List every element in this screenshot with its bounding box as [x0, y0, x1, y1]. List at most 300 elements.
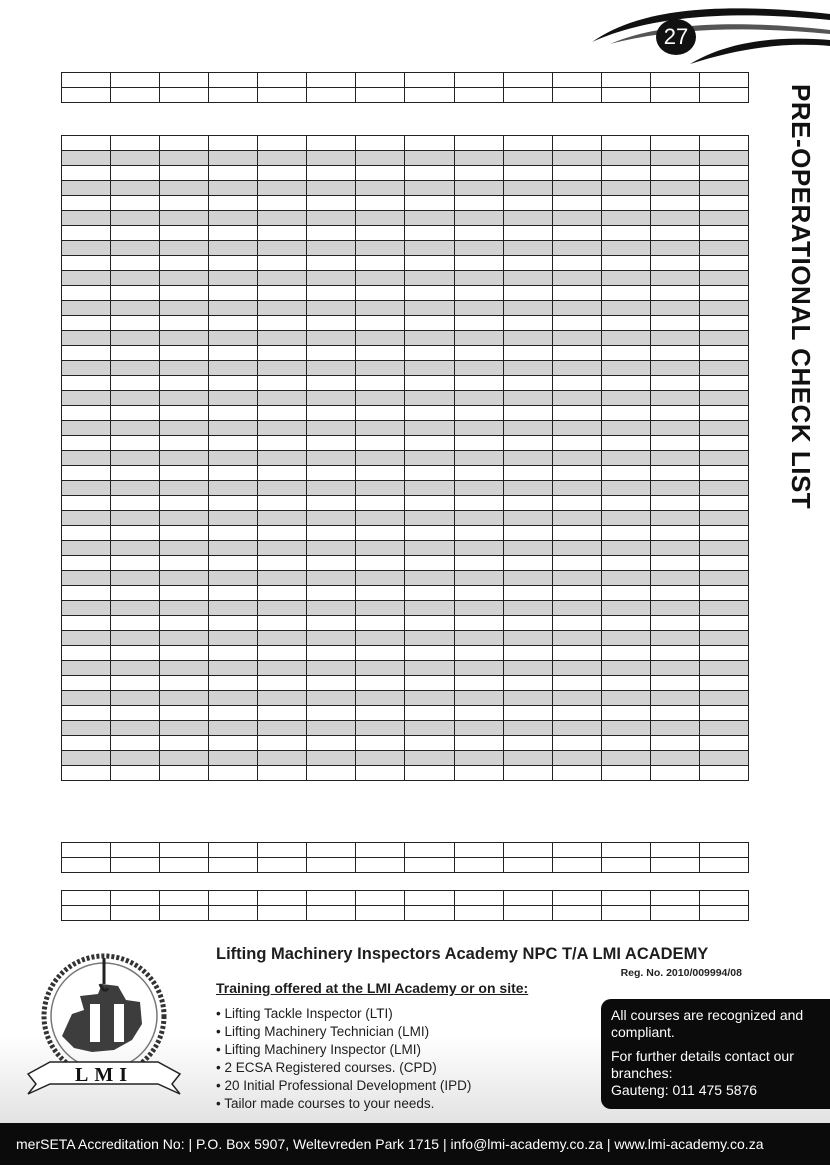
table-cell — [503, 706, 552, 721]
table-cell — [258, 151, 307, 166]
table-cell — [307, 406, 356, 421]
table-cell — [405, 891, 454, 906]
table-cell — [650, 556, 699, 571]
table-cell — [62, 511, 111, 526]
table-cell — [258, 286, 307, 301]
table-cell — [405, 166, 454, 181]
table-cell — [356, 181, 405, 196]
table-cell — [258, 391, 307, 406]
table-cell — [62, 571, 111, 586]
registration-number: Reg. No. 2010/009994/08 — [620, 967, 742, 979]
table-cell — [405, 331, 454, 346]
table-cell — [111, 421, 160, 436]
course-list — [216, 1005, 471, 1113]
table-cell — [650, 181, 699, 196]
table-cell — [503, 843, 552, 858]
table-cell — [307, 601, 356, 616]
table-cell — [160, 571, 209, 586]
table-cell — [209, 556, 258, 571]
table-cell — [160, 391, 209, 406]
table-cell — [405, 406, 454, 421]
table-row — [62, 73, 749, 88]
table-cell — [160, 88, 209, 103]
table-cell — [160, 858, 209, 873]
table-cell — [62, 226, 111, 241]
table-cell — [601, 858, 650, 873]
table-cell — [552, 496, 601, 511]
table-cell — [405, 676, 454, 691]
table-cell — [454, 586, 503, 601]
table-cell — [601, 376, 650, 391]
contact-info-box — [601, 999, 830, 1109]
table-cell — [307, 858, 356, 873]
table-cell — [111, 466, 160, 481]
table-cell — [650, 586, 699, 601]
table-cell — [503, 526, 552, 541]
table-cell — [209, 136, 258, 151]
table-cell — [650, 196, 699, 211]
table-cell — [62, 481, 111, 496]
table-cell — [62, 843, 111, 858]
table-cell — [650, 301, 699, 316]
table-cell — [111, 858, 160, 873]
info-line-phone: Gauteng: 011 475 5876 — [611, 1082, 758, 1098]
table-cell — [356, 571, 405, 586]
table-cell — [356, 361, 405, 376]
table-cell — [503, 376, 552, 391]
table-cell — [405, 241, 454, 256]
table-cell — [601, 451, 650, 466]
table-cell — [160, 211, 209, 226]
table-cell — [356, 706, 405, 721]
table-cell — [258, 451, 307, 466]
table-row — [62, 466, 749, 481]
table-cell — [307, 511, 356, 526]
table-row — [62, 586, 749, 601]
table-row — [62, 541, 749, 556]
table-cell — [601, 181, 650, 196]
table-cell — [552, 736, 601, 751]
table-cell — [307, 466, 356, 481]
table-cell — [209, 361, 258, 376]
table-cell — [503, 346, 552, 361]
table-cell — [307, 736, 356, 751]
table-cell — [503, 256, 552, 271]
table-cell — [454, 211, 503, 226]
table-cell — [699, 436, 748, 451]
table-cell — [209, 481, 258, 496]
table-cell — [258, 181, 307, 196]
table-cell — [258, 751, 307, 766]
table-row — [62, 301, 749, 316]
table-row — [62, 556, 749, 571]
table-cell — [601, 496, 650, 511]
table-cell — [699, 601, 748, 616]
table-cell — [111, 676, 160, 691]
table-cell — [405, 226, 454, 241]
table-cell — [258, 88, 307, 103]
table-row — [62, 331, 749, 346]
table-cell — [62, 286, 111, 301]
table-cell — [650, 721, 699, 736]
table-cell — [356, 301, 405, 316]
table-cell — [699, 691, 748, 706]
table-cell — [405, 151, 454, 166]
table-cell — [503, 406, 552, 421]
table-cell — [454, 181, 503, 196]
table-cell — [405, 73, 454, 88]
table-cell — [405, 541, 454, 556]
table-cell — [160, 181, 209, 196]
table-cell — [650, 256, 699, 271]
table-cell — [503, 481, 552, 496]
table-cell — [258, 676, 307, 691]
table-cell — [258, 361, 307, 376]
table-cell — [62, 301, 111, 316]
table-cell — [62, 676, 111, 691]
table-cell — [111, 406, 160, 421]
table-cell — [552, 316, 601, 331]
table-cell — [111, 891, 160, 906]
table-cell — [209, 601, 258, 616]
table-cell — [356, 421, 405, 436]
table-cell — [209, 843, 258, 858]
table-cell — [356, 541, 405, 556]
table-cell — [552, 211, 601, 226]
table-cell — [62, 406, 111, 421]
table-cell — [356, 316, 405, 331]
table-cell — [160, 136, 209, 151]
table-cell — [454, 481, 503, 496]
table-cell — [111, 286, 160, 301]
table-cell — [699, 541, 748, 556]
table-cell — [650, 376, 699, 391]
table-cell — [454, 646, 503, 661]
table-cell — [209, 586, 258, 601]
table-cell — [111, 691, 160, 706]
table-cell — [650, 436, 699, 451]
table-cell — [552, 766, 601, 781]
table-cell — [503, 601, 552, 616]
table-cell — [405, 271, 454, 286]
table-cell — [111, 616, 160, 631]
table-cell — [601, 88, 650, 103]
table-cell — [62, 586, 111, 601]
table-cell — [405, 211, 454, 226]
table-cell — [454, 271, 503, 286]
table-cell — [209, 73, 258, 88]
table-cell — [503, 451, 552, 466]
table-cell — [650, 858, 699, 873]
table-cell — [699, 286, 748, 301]
table-row — [62, 481, 749, 496]
table-cell — [62, 196, 111, 211]
organisation-title: Lifting Machinery Inspectors Academy NPC T/A LMI ACADEMY — [216, 945, 709, 963]
table-cell — [307, 586, 356, 601]
table-cell — [160, 361, 209, 376]
table-cell — [258, 421, 307, 436]
table-cell — [209, 631, 258, 646]
table-cell — [552, 616, 601, 631]
table-cell — [258, 436, 307, 451]
table-cell — [552, 391, 601, 406]
table-cell — [454, 526, 503, 541]
table-cell — [111, 736, 160, 751]
table-cell — [160, 511, 209, 526]
table-cell — [356, 601, 405, 616]
page-title: PRE-OPERATIONAL CHECK LIST — [786, 84, 816, 510]
table-cell — [601, 73, 650, 88]
table-cell — [209, 406, 258, 421]
table-row — [62, 256, 749, 271]
table-cell — [552, 376, 601, 391]
table-cell — [650, 751, 699, 766]
table-cell — [650, 843, 699, 858]
table-cell — [650, 361, 699, 376]
table-cell — [258, 541, 307, 556]
table-cell — [62, 451, 111, 466]
table-cell — [503, 181, 552, 196]
table-cell — [650, 766, 699, 781]
table-cell — [454, 331, 503, 346]
table-cell — [209, 256, 258, 271]
table-cell — [209, 151, 258, 166]
table-cell — [111, 721, 160, 736]
table-cell — [307, 376, 356, 391]
table-cell — [307, 301, 356, 316]
table-cell — [356, 88, 405, 103]
table-cell — [356, 751, 405, 766]
table-cell — [160, 721, 209, 736]
table-cell — [699, 891, 748, 906]
table-cell — [405, 556, 454, 571]
table-cell — [650, 271, 699, 286]
table-cell — [503, 496, 552, 511]
table-cell — [405, 661, 454, 676]
table-cell — [552, 151, 601, 166]
table-cell — [307, 316, 356, 331]
course-item: • Lifting Tackle Inspector (LTI) — [216, 1006, 393, 1021]
table-cell — [209, 421, 258, 436]
table-cell — [405, 346, 454, 361]
table-cell — [209, 436, 258, 451]
table-cell — [601, 391, 650, 406]
table-cell — [699, 391, 748, 406]
checklist-header-table — [61, 72, 749, 103]
table-cell — [454, 151, 503, 166]
table-cell — [454, 301, 503, 316]
table-cell — [405, 316, 454, 331]
table-cell — [258, 466, 307, 481]
table-cell — [356, 466, 405, 481]
header-swoosh-icon — [0, 0, 830, 80]
table-cell — [160, 706, 209, 721]
table-cell — [62, 256, 111, 271]
table-cell — [307, 226, 356, 241]
table-cell — [552, 451, 601, 466]
table-cell — [601, 331, 650, 346]
table-cell — [258, 211, 307, 226]
table-cell — [307, 496, 356, 511]
table-cell — [209, 88, 258, 103]
table-cell — [258, 511, 307, 526]
table-cell — [454, 906, 503, 921]
table-cell — [160, 526, 209, 541]
table-cell — [356, 481, 405, 496]
table-cell — [111, 256, 160, 271]
table-cell — [209, 181, 258, 196]
table-cell — [160, 661, 209, 676]
table-cell — [62, 88, 111, 103]
table-cell — [454, 858, 503, 873]
table-cell — [111, 361, 160, 376]
table-cell — [503, 196, 552, 211]
table-cell — [307, 721, 356, 736]
table-cell — [601, 241, 650, 256]
table-cell — [62, 466, 111, 481]
table-cell — [111, 316, 160, 331]
table-cell — [503, 331, 552, 346]
table-cell — [552, 181, 601, 196]
table-cell — [405, 496, 454, 511]
table-cell — [307, 571, 356, 586]
table-cell — [356, 331, 405, 346]
table-cell — [62, 421, 111, 436]
table-cell — [503, 631, 552, 646]
table-cell — [62, 646, 111, 661]
table-cell — [307, 616, 356, 631]
table-cell — [307, 751, 356, 766]
course-item: • Tailor made courses to your needs. — [216, 1096, 435, 1111]
table-cell — [454, 241, 503, 256]
training-heading: Training offered at the LMI Academy or on site: — [216, 980, 529, 996]
table-cell — [356, 616, 405, 631]
table-cell — [454, 466, 503, 481]
table-cell — [258, 646, 307, 661]
table-cell — [503, 586, 552, 601]
table-cell — [209, 346, 258, 361]
table-cell — [62, 541, 111, 556]
table-cell — [62, 376, 111, 391]
table-cell — [160, 256, 209, 271]
table-cell — [503, 676, 552, 691]
table-cell — [258, 858, 307, 873]
table-cell — [552, 88, 601, 103]
table-cell — [503, 421, 552, 436]
table-cell — [699, 616, 748, 631]
table-cell — [160, 556, 209, 571]
table-cell — [552, 556, 601, 571]
table-cell — [552, 571, 601, 586]
table-cell — [160, 646, 209, 661]
table-row — [62, 646, 749, 661]
table-cell — [454, 196, 503, 211]
table-cell — [454, 556, 503, 571]
table-row — [62, 88, 749, 103]
table-cell — [699, 906, 748, 921]
table-cell — [111, 241, 160, 256]
table-cell — [111, 301, 160, 316]
table-cell — [601, 196, 650, 211]
table-cell — [699, 361, 748, 376]
table-cell — [111, 556, 160, 571]
table-cell — [699, 88, 748, 103]
table-cell — [650, 466, 699, 481]
table-cell — [62, 906, 111, 921]
table-cell — [62, 181, 111, 196]
table-cell — [601, 721, 650, 736]
table-cell — [258, 736, 307, 751]
table-cell — [307, 843, 356, 858]
table-row — [62, 751, 749, 766]
table-cell — [62, 166, 111, 181]
table-cell — [650, 226, 699, 241]
table-cell — [258, 586, 307, 601]
table-cell — [503, 571, 552, 586]
table-row — [62, 616, 749, 631]
table-cell — [601, 151, 650, 166]
table-cell — [356, 891, 405, 906]
table-cell — [454, 691, 503, 706]
table-cell — [454, 406, 503, 421]
table-cell — [503, 691, 552, 706]
table-cell — [160, 691, 209, 706]
table-cell — [307, 361, 356, 376]
table-cell — [650, 331, 699, 346]
table-cell — [160, 631, 209, 646]
table-cell — [405, 436, 454, 451]
table-cell — [356, 271, 405, 286]
table-cell — [454, 843, 503, 858]
table-cell — [356, 256, 405, 271]
table-cell — [160, 346, 209, 361]
table-cell — [601, 211, 650, 226]
table-cell — [258, 556, 307, 571]
table-cell — [650, 73, 699, 88]
table-cell — [552, 286, 601, 301]
table-cell — [552, 301, 601, 316]
table-cell — [454, 496, 503, 511]
table-cell — [356, 151, 405, 166]
table-cell — [209, 241, 258, 256]
table-cell — [552, 586, 601, 601]
table-cell — [307, 766, 356, 781]
table-cell — [209, 391, 258, 406]
table-cell — [601, 361, 650, 376]
table-cell — [699, 646, 748, 661]
table-cell — [699, 751, 748, 766]
table-cell — [405, 481, 454, 496]
table-cell — [552, 73, 601, 88]
table-row — [62, 676, 749, 691]
table-cell — [356, 241, 405, 256]
table-cell — [160, 241, 209, 256]
table-cell — [356, 631, 405, 646]
table-cell — [699, 843, 748, 858]
table-cell — [307, 451, 356, 466]
table-cell — [699, 226, 748, 241]
table-cell — [552, 843, 601, 858]
table-cell — [160, 616, 209, 631]
table-cell — [405, 376, 454, 391]
table-cell — [258, 316, 307, 331]
table-cell — [699, 316, 748, 331]
table-cell — [405, 766, 454, 781]
table-cell — [454, 571, 503, 586]
table-cell — [405, 858, 454, 873]
table-cell — [62, 556, 111, 571]
table-cell — [405, 511, 454, 526]
